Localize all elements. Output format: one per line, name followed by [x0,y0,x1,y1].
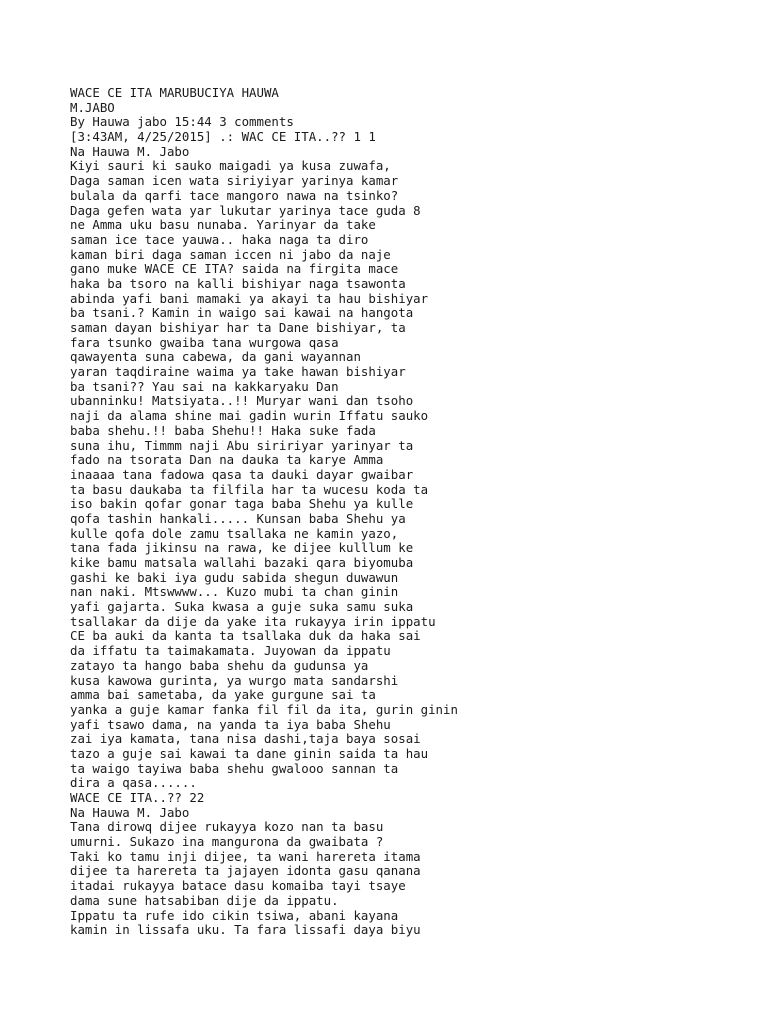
text-line: iso bakin qofar gonar taga baba Shehu ya kulle [70,496,414,512]
text-line: Na Hauwa M. Jabo [70,804,190,820]
text-line: inaaaa tana fadowa qasa ta dauki dayar gwaibar [70,466,414,482]
text-line: da iffatu ta taimakamata. Juyowan da ippatu [70,643,391,659]
text-line: suna ihu, Timmm naji Abu siririyar yarinyar ta [70,437,414,453]
text-line: WACE CE ITA..?? 22 [70,790,205,805]
text-line: WACE CE ITA MARUBUCIYA HAUWA [70,85,279,100]
text-line: Daga saman icen wata siriyiyar yarinya kamar [70,173,399,189]
text-line: umurni. Sukazo ina mangurona da gwaibata ? [70,834,384,850]
text-line: kamin in lissafa uku. Ta fara lissafi daya biyu [70,922,421,938]
text-line: tana fada jikinsu na rawa, ke dijee kulllum ke [70,540,414,556]
document-text [70,86,750,938]
text-line: zai iya kamata, tana nisa dashi,taja baya sosai [70,731,421,747]
text-line: dira a qasa...... [70,775,197,791]
text-line: Tana dirowq dijee rukayya kozo nan ta basu [70,819,384,835]
text-line: Taki ko tamu inji dijee, ta wani harereta itama [70,848,421,864]
text-line: dijee ta harereta ta jajayen idonta gasu qanana [70,863,421,879]
text-line: ta waigo tayiwa baba shehu gwalooo sannan ta [70,760,399,776]
text-line: kulle qofa dole zamu tsallaka ne kamin yazo, [70,525,399,541]
text-line: Daga gefen wata yar lukutar yarinya tace guda 8 [70,202,421,218]
text-line: tsallakar da dije da yake ita rukayya irin ippatu [70,613,436,629]
text-line: fara tsunko gwaiba tana wurgowa qasa [70,334,339,350]
text-line: ba tsani?? Yau sai na kakkaryaku Dan [70,378,339,394]
text-line: dama sune hatsabiban dije da ippatu. [70,892,339,908]
text-line: yanka a guje kamar fanka fil fil da ita, gurin ginin [70,701,458,717]
text-line: By Hauwa jabo 15:44 3 comments [70,114,294,130]
text-line: saman dayan bishiyar har ta Dane bishiyar, ta [70,320,406,335]
text-line: M.JABO [70,99,115,115]
text-line: gashi ke baki iya gudu sabida shegun duwawun [70,569,399,585]
text-line: Ippatu ta rufe ido cikin tsiwa, abani kayana [70,907,399,923]
text-line: kaman biri daga saman iccen ni jabo da naje [70,246,391,262]
text-line: qawayenta suna cabewa, da gani wayannan [70,349,361,365]
text-line: gano muke WACE CE ITA? saida na firgita mace [70,261,399,277]
text-line: Na Hauwa M. Jabo [70,143,190,159]
text-line: abinda yafi bani mamaki ya akayi ta hau bishiyar [70,290,429,306]
text-line: kusa kawowa gurinta, ya wurgo mata sandarshi [70,672,399,688]
text-line: yaran taqdiraine waima ya take hawan bishiyar [70,364,406,380]
text-line: nan naki. Mtswwww... Kuzo mubi ta chan ginin [70,584,399,600]
text-line: saman ice tace yauwa.. haka naga ta diro [70,231,369,247]
text-line: tazo a guje sai kawai ta dane ginin saida ta hau [70,745,429,761]
text-line: itadai rukayya batace dasu komaiba tayi tsaye [70,878,406,894]
text-line: baba shehu.!! baba Shehu!! Haka suke fada [70,422,376,438]
text-line: amma bai sametaba, da yake gurgune sai ta [70,687,376,703]
text-line: [3:43AM, 4/25/2015] .: WAC CE ITA..?? 1 1 [70,129,376,145]
text-line: zatayo ta hango baba shehu da gudunsa ya [70,657,369,673]
text-line: kike bamu matsala wallahi bazaki qara biyomuba [70,555,414,570]
text-line: ne Amma uku basu nunaba. Yarinyar da take [70,217,376,233]
text-line: ta basu daukaba ta filfila har ta wucesu koda ta [70,481,429,497]
text-line: haka ba tsoro na kalli bishiyar naga tsawonta [70,275,406,291]
text-line: naji da alama shine mai gadin wurin Iffatu sauko [70,408,429,424]
text-line: Kiyi sauri ki sauko maigadi ya kusa zuwafa, [70,158,391,174]
text-line: yafi tsawo dama, na yanda ta iya baba Shehu [70,716,391,732]
text-line: bulala da qarfi tace mangoro nawa na tsinko? [70,187,399,203]
text-line: fado na tsorata Dan na dauka ta karye Amma [70,452,384,468]
text-line: yafi gajarta. Suka kwasa a guje suka samu suka [70,599,414,615]
text-line: ba tsani.? Kamin in waigo sai kawai na hangota [70,305,414,321]
text-line: ubanninku! Matsiyata..!! Muryar wani dan tsoho [70,393,414,409]
text-line: CE ba auki da kanta ta tsallaka duk da haka sai [70,628,421,644]
text-line: qofa tashin hankali..... Kunsan baba Shehu ya [70,510,406,526]
